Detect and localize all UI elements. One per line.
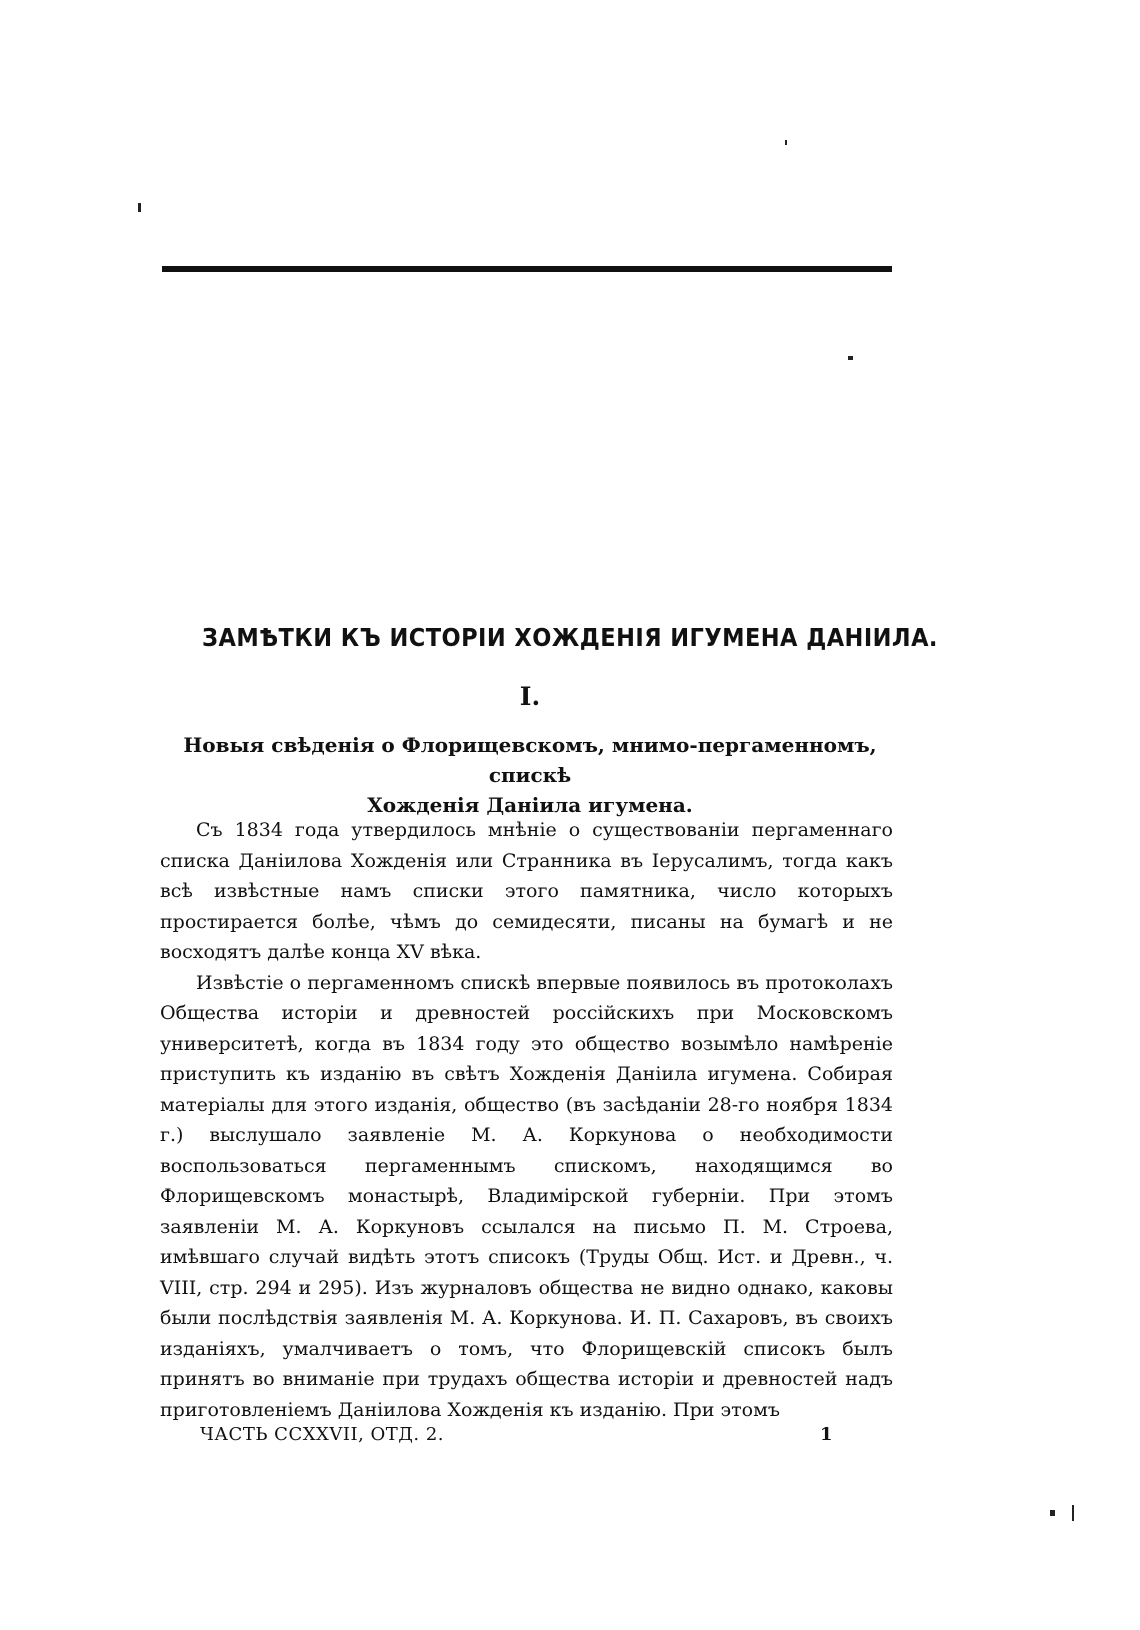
scan-speck xyxy=(785,140,787,145)
section-number: I. xyxy=(519,682,541,711)
printer-signature: ЧАСТЬ CCXXVII, ОТД. 2. xyxy=(200,1424,445,1445)
paragraph: Съ 1834 года утвердилось мнѣніе о существованіи пергаменнаго списка Даніилова Хожденія или Странника въ Іерусалимъ, тогда какъ всѣ извѣстные намъ списки этого памятника, число которыхъ простирается болѣе, чѣмъ до семидесяти, писаны на бумагѣ и не восходятъ далѣе конца XV вѣка. xyxy=(160,819,893,963)
scan-speck xyxy=(1050,1510,1055,1516)
scan-speck xyxy=(848,356,853,360)
paragraph: Извѣстіе о пергаменномъ спискѣ впервые появилось въ протоколахъ Общества исторіи и древностей россійскихъ при Московскомъ университетѣ, когда въ 1834 году это общество возымѣло намѣреніе приступить къ изданію въ свѣтъ Хожденія Даніила игумена. Собирая матеріалы для этого изданія, общество (въ засѣданіи 28-го ноября 1834 г.) выслушало заявленіе М. А. Коркунова о необходимости воспользоваться пергаменнымъ спискомъ, находящимся во Флорищевскомъ монастырѣ, Владимірской губерніи. При этомъ заявленіи М. А. Коркуновъ ссылался на письмо П. М. Строева, имѣвшаго случай видѣть этотъ списокъ (Труды Общ. Ист. и Древн., ч. VIII, стр. 294 и 295). Изъ журналовъ общества не видно однако, каковы были послѣдствія заявленія М. А. Коркунова. И. П. Сахаровъ, въ своихъ изданіяхъ, умалчиваетъ о томъ, что Флорищевскій списокъ былъ принятъ во вниманіе при трудахъ общества исторіи и древностей надъ приготовленіемъ Даніилова Хожденія къ изданію. При этомъ xyxy=(160,971,893,1421)
scan-speck xyxy=(1072,1505,1074,1521)
section-subtitle xyxy=(150,730,910,820)
article-body xyxy=(160,815,893,1425)
page-number: 1 xyxy=(820,1424,833,1445)
subtitle-line: Новыя свѣденія о Флорищевскомъ, мнимо-пергаменномъ, спискѣ xyxy=(183,733,877,787)
subtitle-line: Хожденія Даніила игумена. xyxy=(367,793,693,817)
article-title: ЗАМѢТКИ КЪ ИСТОРІИ ХОЖДЕНІЯ ИГУМЕНА ДАНІИЛА. xyxy=(202,623,938,652)
scan-speck xyxy=(138,203,141,212)
header-rule xyxy=(162,266,892,272)
